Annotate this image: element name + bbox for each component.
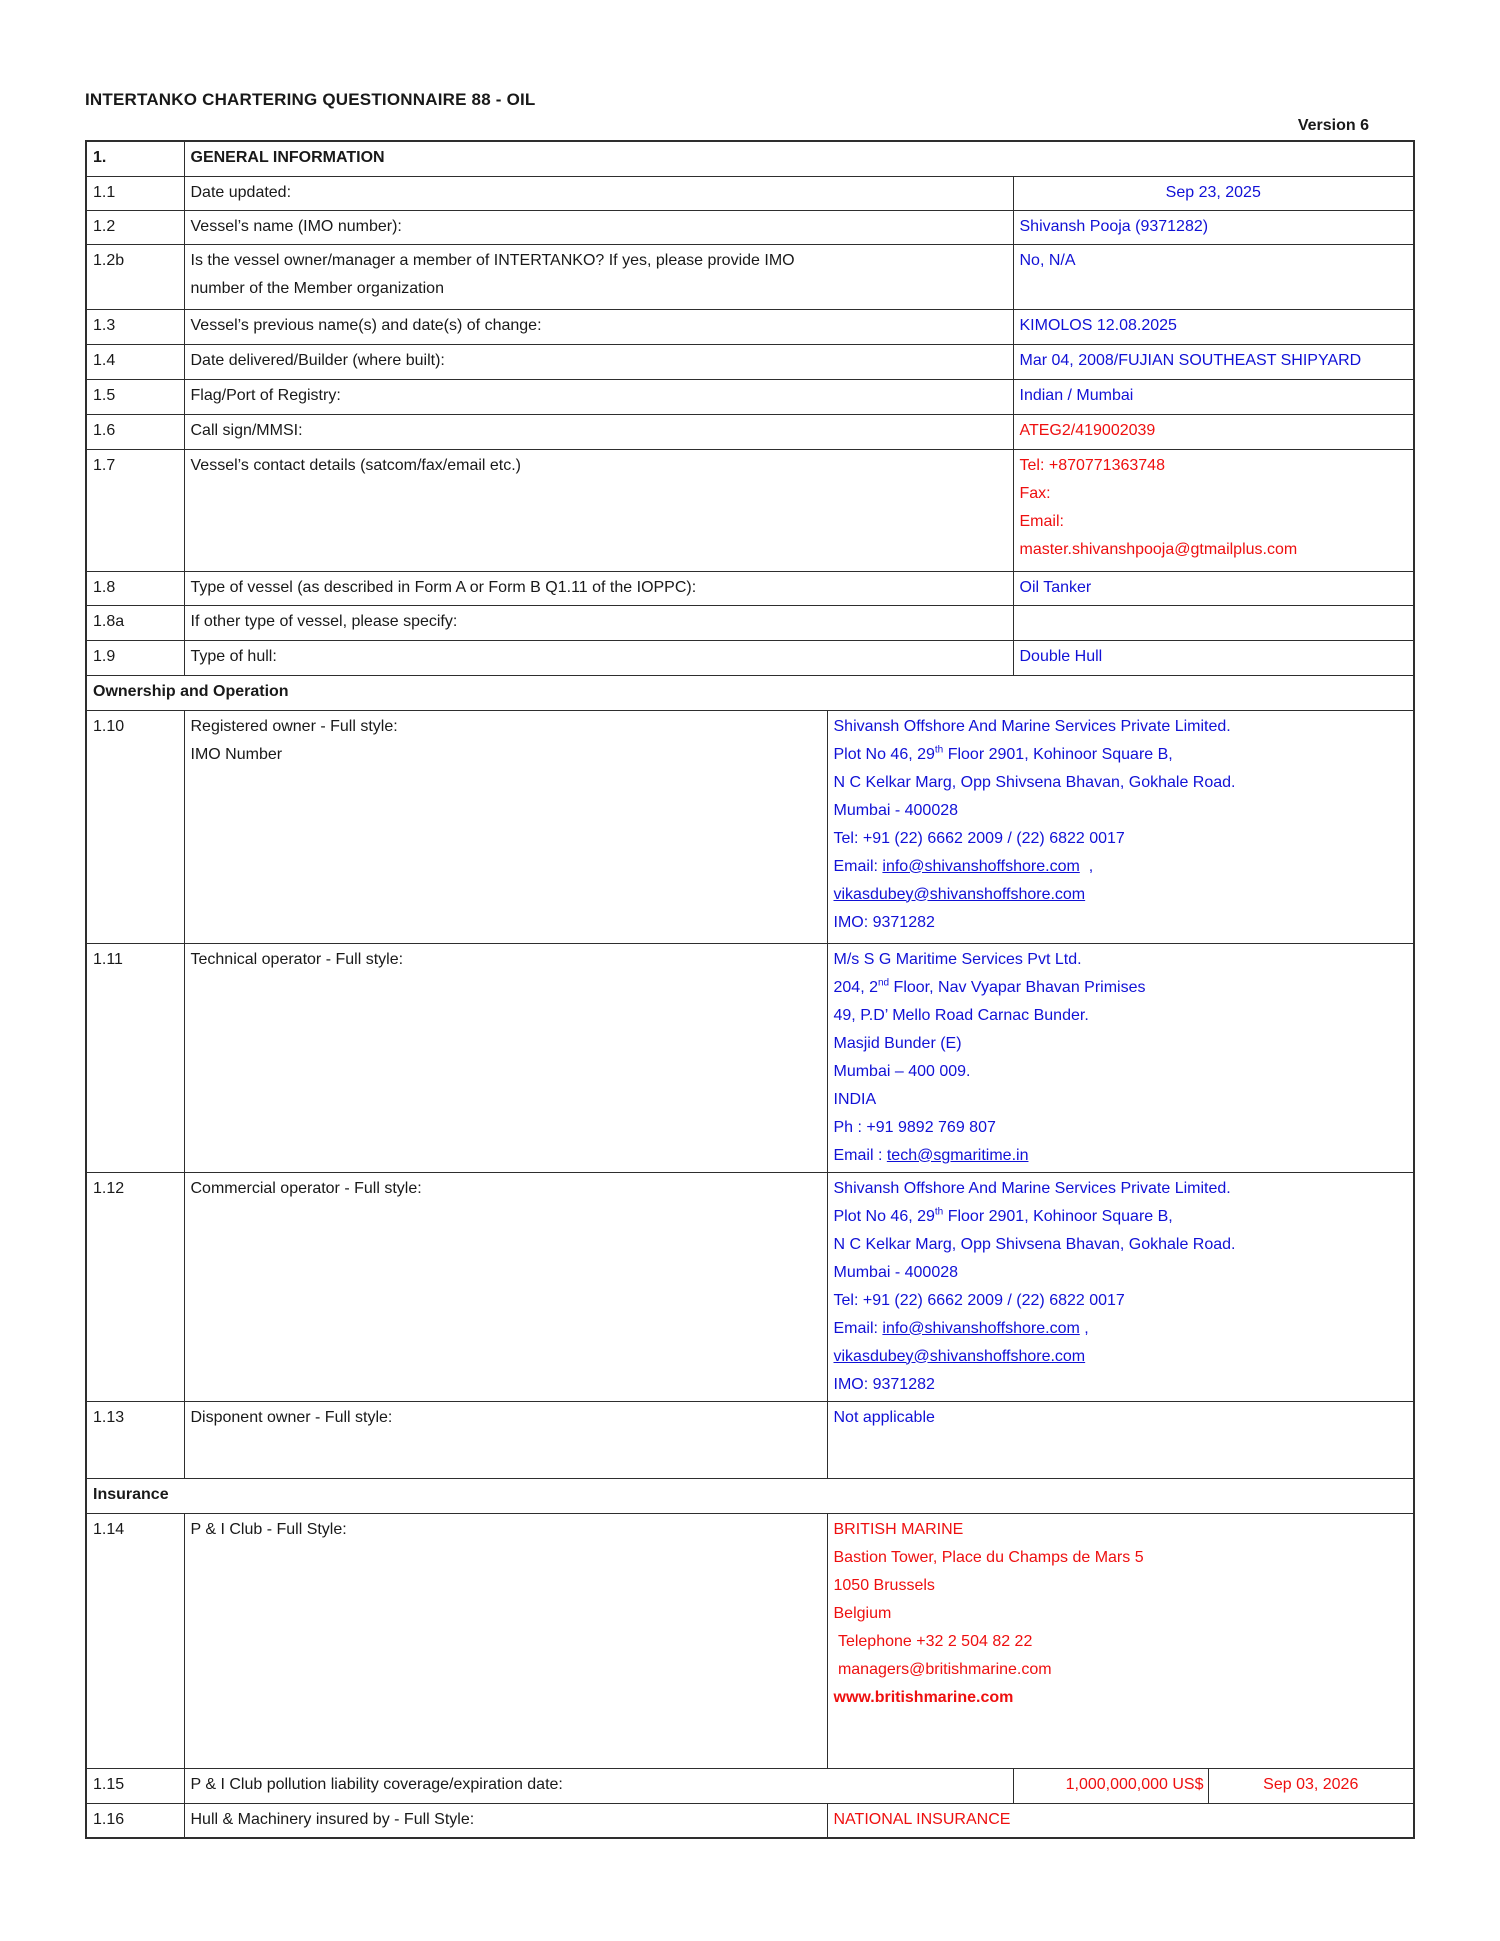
question-cell-1.11: [184, 943, 827, 1172]
num-cell-1.8: 1.8: [86, 571, 184, 605]
value-cell-1.2: [1013, 210, 1414, 244]
section-number-cell: 1.: [86, 141, 184, 176]
question-cell-1.6: [184, 414, 1013, 449]
text-line: IMO: 9371282: [833, 1375, 935, 1393]
text-line: Commercial operator - Full style:: [190, 1179, 422, 1197]
text-segment: ,: [1079, 857, 1094, 875]
text-line: Masjid Bunder (E): [833, 1034, 962, 1052]
row-1.2: [86, 210, 1414, 244]
section-band: Insurance: [86, 1478, 1414, 1513]
text-line: NATIONAL INSURANCE: [833, 1810, 1011, 1828]
value-cell-1.1: [1013, 176, 1414, 210]
question-cell-1.3: [184, 309, 1013, 344]
text-line: number of the Member organization: [190, 279, 444, 297]
text-line: 1050 Brussels: [833, 1576, 935, 1594]
text-line: Oil Tanker: [1019, 578, 1092, 596]
num-cell-1.3: 1.3: [86, 309, 184, 344]
superscript-text: th: [934, 744, 944, 756]
text-line: No, N/A: [1019, 251, 1076, 269]
text-segment: ,: [1079, 1319, 1089, 1337]
text-segment: 204, 2: [833, 978, 878, 996]
text-line: Email:: [1019, 512, 1064, 530]
question-cell-1.10: [184, 710, 827, 943]
text-line: Shivansh Pooja (9371282): [1019, 217, 1209, 235]
row-1.10: [86, 710, 1414, 943]
text-line: Registered owner - Full style:: [190, 717, 398, 735]
row-1.15: [86, 1768, 1414, 1803]
value-cell-1.5: [1013, 379, 1414, 414]
email-link[interactable]: tech@sgmaritime.in: [886, 1146, 1029, 1164]
text-line: Type of vessel (as described in Form A or Form B Q1.11 of the IOPPC):: [190, 578, 697, 596]
text-line: Vessel’s contact details (satcom/fax/email etc.): [190, 456, 522, 474]
superscript-text: nd: [877, 977, 890, 989]
value-cell-1.6: [1013, 414, 1414, 449]
text-line: Ph : +91 9892 769 807: [833, 1118, 996, 1136]
section-band: Ownership and Operation: [86, 675, 1414, 710]
text-line: master.shivanshpooja@gtmailplus.com: [1019, 540, 1298, 558]
text-line: Date delivered/Builder (where built):: [190, 351, 445, 369]
text-line: N C Kelkar Marg, Opp Shivsena Bhavan, Gokhale Road.: [833, 773, 1236, 791]
row-1.8a: [86, 605, 1414, 640]
email-link[interactable]: vikasdubey@shivanshoffshore.com: [833, 885, 1086, 903]
text-segment: Plot No 46, 29: [833, 745, 935, 763]
text-segment: Plot No 46, 29: [833, 1207, 935, 1225]
email-link[interactable]: info@shivanshoffshore.com: [882, 857, 1080, 875]
text-line: Sep 23, 2025: [1165, 183, 1261, 201]
text-line: Shivansh Offshore And Marine Services Private Limited.: [833, 717, 1231, 735]
row-1.8: [86, 571, 1414, 605]
text-line: managers@britishmarine.com: [833, 1660, 1052, 1678]
text-line: Disponent owner - Full style:: [190, 1408, 393, 1426]
text-line: If other type of vessel, please specify:: [190, 612, 458, 630]
text-line: [834, 974, 1408, 1002]
row-1.14: [86, 1513, 1414, 1768]
value-cell-1.7: [1013, 449, 1414, 571]
num-cell-1.4: 1.4: [86, 344, 184, 379]
text-line: Flag/Port of Registry:: [190, 386, 341, 404]
section-title-cell: GENERAL INFORMATION: [184, 141, 1414, 176]
superscript-text: th: [934, 1206, 944, 1218]
row-1.6: [86, 414, 1414, 449]
value-cell-1.2b: [1013, 244, 1414, 309]
value-cell-1.10: [827, 710, 1414, 943]
text-segment: Floor 2901, Kohinoor Square B,: [943, 1207, 1173, 1225]
question-cell-1.1: [184, 176, 1013, 210]
num-cell-1.1: 1.1: [86, 176, 184, 210]
num-cell-1.15: 1.15: [86, 1768, 184, 1803]
row-1.2b: [86, 244, 1414, 309]
num-cell-1.2: 1.2: [86, 210, 184, 244]
text-line: Mumbai - 400028: [833, 1263, 959, 1281]
text-line: Shivansh Offshore And Marine Services Private Limited.: [833, 1179, 1231, 1197]
value-cell-1.8a: [1013, 605, 1414, 640]
value-cell-1.3: [1013, 309, 1414, 344]
row-1.5: [86, 379, 1414, 414]
document-page: [85, 0, 1415, 1839]
text-line: Tel: +91 (22) 6662 2009 / (22) 6822 0017: [833, 1291, 1125, 1309]
row-sec-1: [86, 141, 1414, 176]
questionnaire-table: [85, 140, 1415, 1839]
text-segment: Email:: [833, 1319, 883, 1337]
text-line: [834, 1684, 1408, 1712]
text-line: KIMOLOS 12.08.2025: [1019, 316, 1177, 334]
num-cell-1.6: 1.6: [86, 414, 184, 449]
num-cell-1.7: 1.7: [86, 449, 184, 571]
text-line: P & I Club - Full Style:: [190, 1520, 347, 1538]
row-1.9: [86, 640, 1414, 675]
num-cell-1.10: 1.10: [86, 710, 184, 943]
text-line: [834, 741, 1408, 769]
text-line: Double Hull: [1019, 647, 1103, 665]
text-line: 49, P.D’ Mello Road Carnac Bunder.: [833, 1006, 1089, 1024]
text-line: Bastion Tower, Place du Champs de Mars 5: [833, 1548, 1144, 1566]
num-cell-1.9: 1.9: [86, 640, 184, 675]
row-band-ownership: [86, 675, 1414, 710]
value-cell-1.8: [1013, 571, 1414, 605]
row-1.11: [86, 943, 1414, 1172]
text-line: IMO Number: [190, 745, 283, 763]
text-line: Mar 04, 2008/FUJIAN SOUTHEAST SHIPYARD: [1019, 351, 1362, 369]
text-line: Is the vessel owner/manager a member of INTERTANKO? If yes, please provide IMO: [190, 251, 795, 269]
value-cell-1.9: [1013, 640, 1414, 675]
num-cell-1.12: 1.12: [86, 1172, 184, 1401]
value-cell-1.16: [827, 1803, 1414, 1838]
text-line: Vessel’s previous name(s) and date(s) of change:: [190, 316, 542, 334]
question-cell-1.2b: [184, 244, 1013, 309]
question-cell-1.4: [184, 344, 1013, 379]
document-title: INTERTANKO CHARTERING QUESTIONNAIRE 88 - OIL: [85, 90, 536, 109]
text-line: N C Kelkar Marg, Opp Shivsena Bhavan, Gokhale Road.: [833, 1235, 1236, 1253]
text-line: [834, 1203, 1408, 1231]
text-line: M/s S G Maritime Services Pvt Ltd.: [833, 950, 1082, 968]
text-segment: Email :: [833, 1146, 887, 1164]
num-cell-1.16: 1.16: [86, 1803, 184, 1838]
text-segment: www.britishmarine.com: [833, 1688, 1014, 1706]
question-cell-1.16: [184, 1803, 827, 1838]
text-line: Type of hull:: [190, 647, 277, 665]
row-1.13: [86, 1401, 1414, 1478]
text-segment: Email:: [833, 857, 883, 875]
text-line: Vessel’s name (IMO number):: [190, 217, 402, 235]
text-segment: Floor, Nav Vyapar Bhavan Primises: [889, 978, 1146, 996]
text-line: Indian / Mumbai: [1019, 386, 1134, 404]
row-1.1: [86, 176, 1414, 210]
num-cell-1.8a: 1.8a: [86, 605, 184, 640]
text-line: Mumbai - 400028: [833, 801, 959, 819]
text-line: Date updated:: [190, 183, 292, 201]
row-1.7: [86, 449, 1414, 571]
value-cell-1.4: [1013, 344, 1414, 379]
value-cell-1.13: [827, 1401, 1414, 1478]
text-line: Hull & Machinery insured by - Full Style:: [190, 1810, 475, 1828]
row-1.3: [86, 309, 1414, 344]
text-line: Mumbai – 400 009.: [833, 1062, 971, 1080]
question-cell-1.15: [184, 1768, 1013, 1803]
row-1.12: [86, 1172, 1414, 1401]
question-cell-1.2: [184, 210, 1013, 244]
num-cell-1.2b: 1.2b: [86, 244, 184, 309]
text-line: [834, 1142, 1408, 1170]
question-cell-1.5: [184, 379, 1013, 414]
text-line: [834, 1315, 1408, 1343]
email-link[interactable]: info@shivanshoffshore.com: [882, 1319, 1080, 1337]
text-line: Belgium: [833, 1604, 892, 1622]
text-line: IMO: 9371282: [833, 913, 935, 931]
question-cell-1.12: [184, 1172, 827, 1401]
text-line: Not applicable: [833, 1408, 935, 1426]
row-1.16: [86, 1803, 1414, 1838]
question-cell-1.13: [184, 1401, 827, 1478]
text-line: Technical operator - Full style:: [190, 950, 404, 968]
value-cell-1.15-coverage: 1,000,000,000 US$: [1013, 1768, 1208, 1803]
email-link[interactable]: vikasdubey@shivanshoffshore.com: [833, 1347, 1086, 1365]
row-1.4: [86, 344, 1414, 379]
question-cell-1.14: [184, 1513, 827, 1768]
question-cell-1.8: [184, 571, 1013, 605]
text-line: ATEG2/419002039: [1019, 421, 1156, 439]
question-cell-1.9: [184, 640, 1013, 675]
question-cell-1.7: [184, 449, 1013, 571]
num-cell-1.13: 1.13: [86, 1401, 184, 1478]
value-cell-1.15-expiry: Sep 03, 2026: [1208, 1768, 1414, 1803]
text-line: INDIA: [833, 1090, 877, 1108]
row-band-insurance: [86, 1478, 1414, 1513]
text-segment: Floor 2901, Kohinoor Square B,: [943, 745, 1173, 763]
text-line: [834, 1343, 1408, 1371]
question-cell-1.8a: [184, 605, 1013, 640]
text-line: P & I Club pollution liability coverage/expiration date:: [190, 1775, 563, 1793]
text-line: Telephone +32 2 504 82 22: [833, 1632, 1033, 1650]
value-cell-1.12: [827, 1172, 1414, 1401]
value-cell-1.14: [827, 1513, 1414, 1768]
text-line: Fax:: [1019, 484, 1051, 502]
version-label: Version 6: [1297, 117, 1369, 134]
text-line: Tel: +91 (22) 6662 2009 / (22) 6822 0017: [833, 829, 1125, 847]
text-line: BRITISH MARINE: [833, 1520, 964, 1538]
num-cell-1.14: 1.14: [86, 1513, 184, 1768]
text-line: Tel: +870771363748: [1019, 456, 1165, 474]
num-cell-1.5: 1.5: [86, 379, 184, 414]
text-line: Call sign/MMSI:: [190, 421, 303, 439]
text-line: [834, 853, 1408, 881]
value-cell-1.11: [827, 943, 1414, 1172]
text-line: [834, 881, 1408, 909]
num-cell-1.11: 1.11: [86, 943, 184, 1172]
